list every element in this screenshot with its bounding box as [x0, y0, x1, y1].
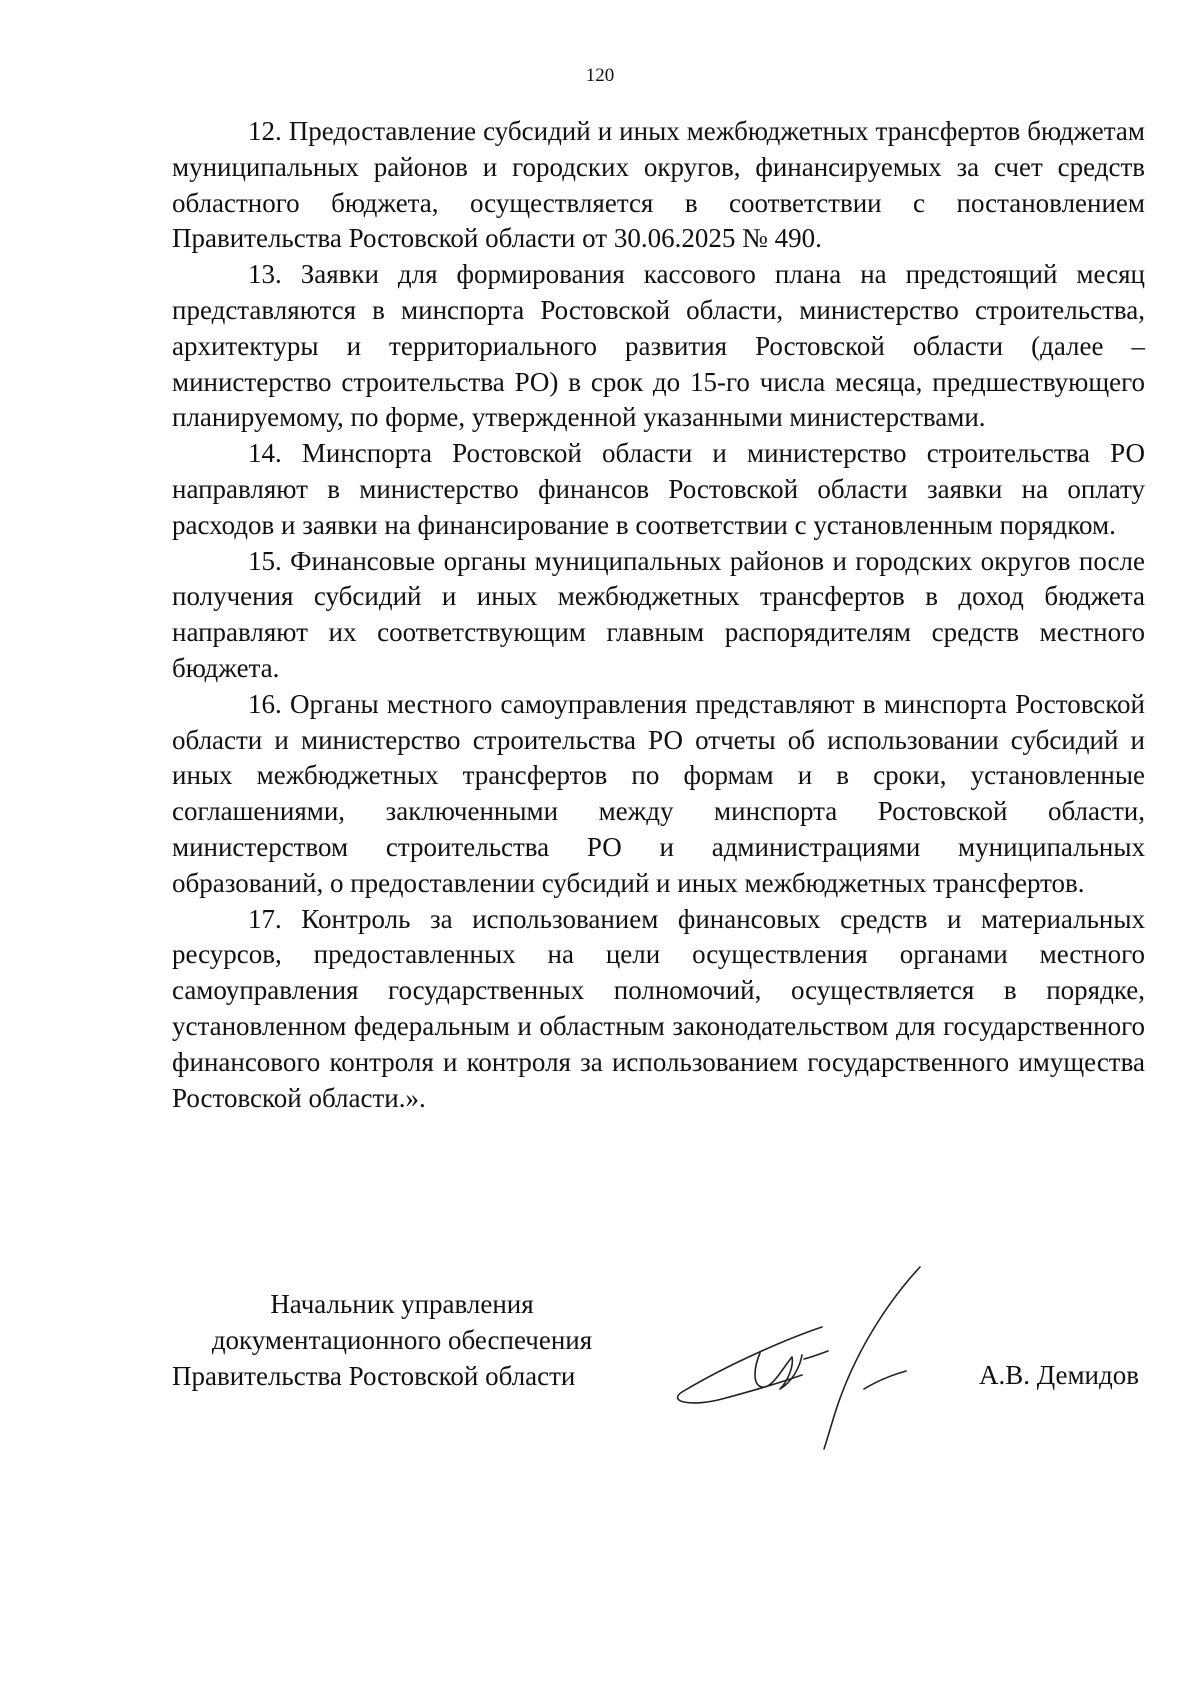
paragraph-15: 15. Финансовые органы муниципальных районов и городских округов после получения субсидий и иных межбюджетных трансфертов в доход бюджета направляют их соответствующим главным распорядителям средств местного бюджета.: [172, 545, 1145, 683]
page-number: 120: [585, 65, 615, 86]
signatory-position-line-3: Правительства Ростовской области: [172, 1360, 576, 1391]
paragraph-16: 16. Органы местного самоуправления представляют в минспорта Ростовской области и министерство строительства РО отчеты об использовании субсидий и иных межбюджетных трансфертов по формам и в сроки, установленные соглашениями, заключенными между минспорта Ростовской области, министерством строительства РО и администрациями муниципальных образований, о предоставлении субсидий и иных межбюджетных трансфертов.: [172, 688, 1145, 898]
signatory-name: А.В. Демидов: [978, 1360, 1139, 1390]
paragraph-17: 17. Контроль за использованием финансовых средств и материальных ресурсов, предоставленных на цели осуществления органами местного самоуправления государственных полномочий, осуществляется в порядке, установленном федеральным и областным законодательством для государственного финансового контроля и контроля за использованием государственного имущества Ростовской области.».: [172, 903, 1145, 1113]
signatory-position-line-1: Начальник управления: [270, 1289, 534, 1319]
signatory-position-line-2: документационного обеспечения: [211, 1324, 593, 1355]
document-body: [172, 114, 1145, 1116]
paragraph-14: 14. Минспорта Ростовской области и министерство строительства РО направляют в министерство финансов Ростовской области заявки на оплату расходов и заявки на финансирование в соответствии с установленным порядком.: [172, 438, 1145, 540]
signatory-position: [172, 1287, 632, 1394]
handwritten-signature-icon: [652, 1257, 932, 1457]
paragraph-12: 12. Предоставление субсидий и иных межбюджетных трансфертов бюджетам муниципальных районов и городских округов, финансируемых за счет средств областного бюджета, осуществляется в соответствии с постановлением Правительства Ростовской области от 30.06.2025 № 490.: [172, 116, 1145, 254]
signature-block: [172, 1287, 1145, 1447]
paragraph-13: 13. Заявки для формирования кассового плана на предстоящий месяц представляются в минспорта Ростовской области, министерство строительства, архитектуры и территориального развития Ростовской области (далее – министерство строительства РО) в срок до 15-го числа месяца, предшествующего планируемому, по форме, утвержденной указанными министерствами.: [172, 259, 1145, 433]
